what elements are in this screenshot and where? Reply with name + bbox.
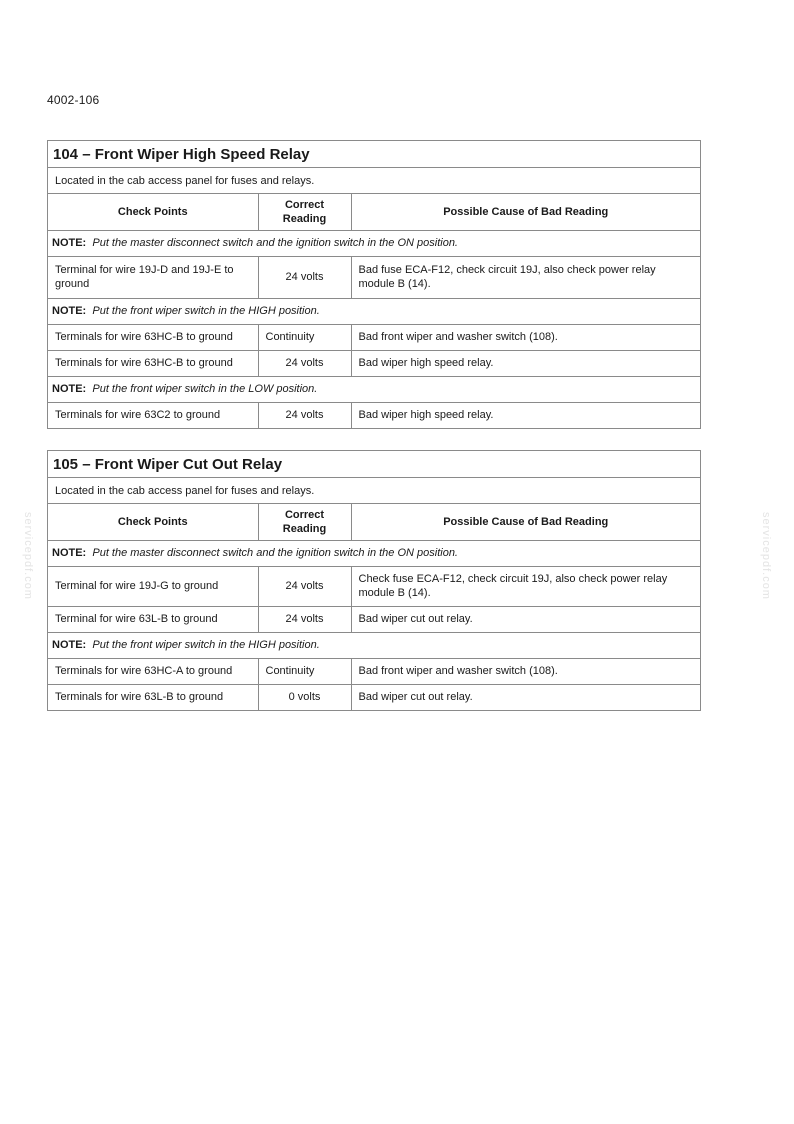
correct-reading-cell: 24 volts	[258, 350, 351, 376]
possible-cause-cell: Bad wiper cut out relay.	[358, 691, 473, 704]
col-header-check-points: Check Points	[48, 194, 258, 230]
table-header-row	[48, 194, 700, 230]
note-label: NOTE:	[52, 305, 87, 317]
correct-reading-cell: 0 volts	[258, 684, 351, 710]
correct-reading-cell: Continuity	[258, 324, 351, 350]
note-label: NOTE:	[52, 383, 87, 395]
correct-reading-cell: 24 volts	[258, 256, 351, 298]
check-point-cell: Terminals for wire 63HC-B to ground	[48, 350, 258, 376]
note-row	[48, 376, 700, 402]
table-row	[48, 658, 700, 684]
watermark-left: servicepdf.com	[22, 512, 34, 600]
check-point-cell: Terminals for wire 63L-B to ground	[55, 691, 224, 704]
note-row	[48, 298, 700, 324]
possible-cause-cell: Bad wiper high speed relay.	[351, 350, 700, 376]
check-point-cell: Terminals for wire 63C2 to ground	[55, 409, 221, 422]
possible-cause-cell: Bad front wiper and washer switch (108).	[351, 324, 700, 350]
col-header-possible-cause: Possible Cause of Bad Reading	[351, 504, 700, 540]
note-text: Put the master disconnect switch and the ignition switch in the ON position.	[92, 237, 458, 249]
table-row	[48, 606, 700, 632]
possible-cause-cell: Bad front wiper and washer switch (108).	[351, 658, 700, 684]
note-cell	[48, 540, 700, 566]
section-title: 104 – Front Wiper High Speed Relay	[48, 141, 700, 168]
col-header-correct-reading: Correct Reading	[258, 194, 351, 230]
note-label: NOTE:	[52, 639, 87, 651]
possible-cause-cell: Bad wiper cut out relay.	[351, 606, 700, 632]
section-location: Located in the cab access panel for fuses and relays.	[48, 168, 700, 194]
note-text: Put the master disconnect switch and the ignition switch in the ON position.	[92, 547, 458, 559]
check-point-cell: Terminal for wire 63L-B to ground	[48, 606, 258, 632]
note-cell	[48, 376, 700, 402]
check-point-cell: Terminals for wire 63HC-B to ground	[48, 324, 258, 350]
watermark-right: servicepdf.com	[760, 512, 772, 600]
section-105	[47, 450, 701, 711]
table-row	[48, 324, 700, 350]
note-label: NOTE:	[52, 547, 87, 559]
check-table	[48, 194, 700, 428]
note-cell	[48, 632, 700, 658]
possible-cause-cell: Check fuse ECA-F12, check circuit 19J, also check power relay module B (14).	[351, 566, 700, 606]
table-row	[48, 350, 700, 376]
page-number: 4002-106	[47, 93, 100, 107]
correct-reading-cell: 24 volts	[258, 606, 351, 632]
col-header-possible-cause: Possible Cause of Bad Reading	[351, 194, 700, 230]
correct-reading-cell: 24 volts	[258, 402, 351, 428]
col-header-check-points: Check Points	[48, 504, 258, 540]
table-row	[48, 566, 700, 606]
note-text: Put the front wiper switch in the LOW position.	[92, 383, 318, 395]
table-row	[48, 402, 700, 428]
note-label: NOTE:	[52, 237, 87, 249]
check-point-cell: Terminal for wire 19J-D and 19J-E to ground	[48, 256, 258, 298]
section-104	[47, 140, 701, 429]
note-row	[48, 540, 700, 566]
note-cell	[48, 298, 700, 324]
note-text: Put the front wiper switch in the HIGH position.	[92, 639, 320, 651]
col-header-correct-reading: Correct Reading	[258, 504, 351, 540]
note-cell	[48, 230, 700, 256]
note-row	[48, 230, 700, 256]
check-point-cell: Terminals for wire 63HC-A to ground	[48, 658, 258, 684]
note-row	[48, 632, 700, 658]
section-title: 105 – Front Wiper Cut Out Relay	[48, 451, 700, 478]
check-point-cell: Terminal for wire 19J-G to ground	[48, 566, 258, 606]
correct-reading-cell: Continuity	[258, 658, 351, 684]
correct-reading-cell: 24 volts	[258, 566, 351, 606]
table-header-row	[48, 504, 700, 540]
section-location: Located in the cab access panel for fuses and relays.	[48, 478, 700, 504]
possible-cause-cell: Bad wiper high speed relay.	[358, 409, 494, 422]
table-row	[48, 684, 700, 710]
possible-cause-cell: Bad fuse ECA-F12, check circuit 19J, also check power relay module B (14).	[351, 256, 700, 298]
table-row	[48, 256, 700, 298]
note-text: Put the front wiper switch in the HIGH position.	[92, 305, 320, 317]
check-table	[48, 504, 700, 710]
